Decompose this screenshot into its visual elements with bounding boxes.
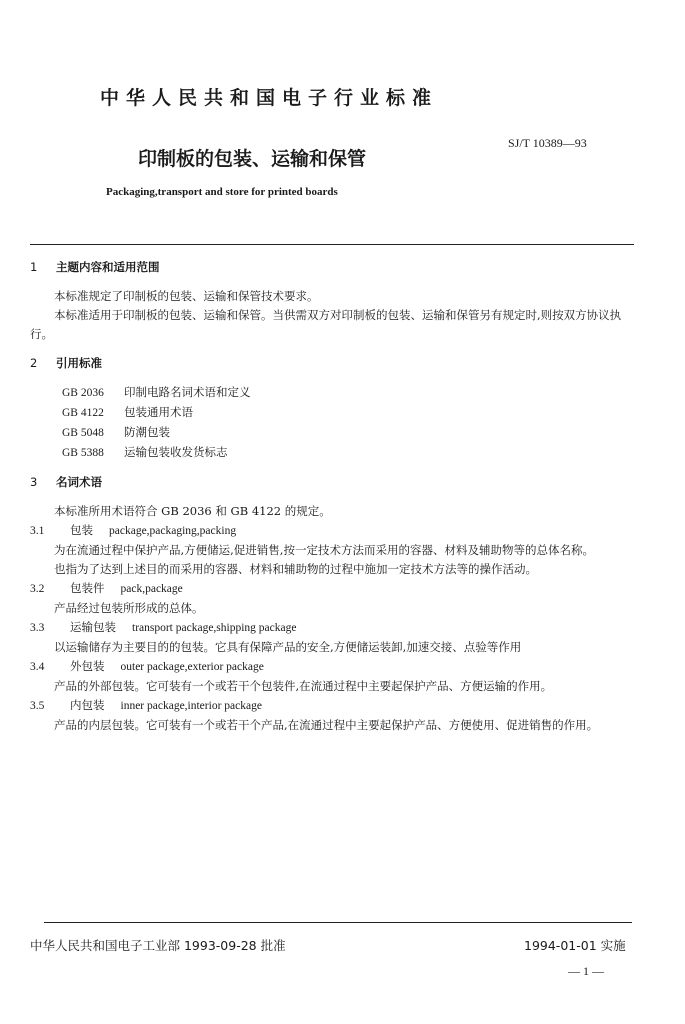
reference-name: 包装通用术语 — [124, 405, 193, 419]
paragraph: 本标准规定了印制板的包装、运输和保管技术要求。 — [54, 289, 319, 303]
reference-item — [30, 403, 642, 423]
term-heading — [30, 657, 642, 677]
issuing-authority: 中华人民共和国电子行业标准 — [100, 87, 439, 109]
term-definition: 为在流通过程中保护产品,方便储运,促进销售,按一定技术方法而采用的容器、材料及辅助物等的总体名称。 — [54, 543, 594, 557]
section-title: 主题内容和适用范围 — [56, 260, 160, 274]
reference-item — [30, 443, 642, 463]
term-english: inner package,interior package — [120, 700, 262, 712]
reference-code: GB 2036 — [62, 387, 104, 399]
term-chinese: 运输包装 — [70, 620, 116, 634]
reference-name: 防潮包装 — [124, 425, 170, 439]
term-heading — [30, 618, 642, 638]
reference-code: GB 4122 — [62, 407, 104, 419]
term-definition: 产品经过包装所形成的总体。 — [54, 601, 204, 615]
section-heading — [30, 354, 642, 373]
term-definition: 也指为了达到上述目的而采用的容器、材料和辅助物的过程中施加一定技术方法等的操作活动。 — [54, 562, 537, 576]
term-number: 3.1 — [30, 525, 45, 537]
reference-code: GB 5388 — [62, 447, 104, 459]
document-title-english: Packaging,transport and store for printed boards — [106, 186, 338, 198]
reference-code: GB 5048 — [62, 427, 104, 439]
term-english: outer package,exterior package — [120, 661, 264, 673]
term-heading — [30, 521, 642, 541]
term-chinese: 包装件 — [70, 581, 105, 595]
term-number: 3.5 — [30, 700, 45, 712]
term-chinese: 内包装 — [70, 698, 105, 712]
term-definition: 产品的外部包装。它可装有一个或若干个包装件,在流通过程中主要起保护产品、方便运输的作用。 — [54, 679, 553, 693]
document-title-chinese: 印制板的包装、运输和保管 — [138, 148, 367, 170]
reference-item — [30, 383, 642, 403]
reference-name: 运输包装收发货标志 — [124, 445, 228, 459]
term-number: 3.4 — [30, 661, 45, 673]
term-heading — [30, 579, 642, 599]
standard-code: SJ/T 10389—93 — [508, 136, 587, 150]
term-definition: 以运输储存为主要目的的包装。它具有保障产品的安全,方便储运装卸,加速交接、点验等作用 — [54, 640, 522, 654]
term-number: 3.3 — [30, 622, 45, 634]
page-number: — 1 — — [568, 964, 604, 978]
implementation-date: 1994-01-01 实施 — [524, 938, 626, 953]
term-chinese: 包装 — [70, 523, 93, 537]
paragraph: 本标准所用术语符合 GB 2036 和 GB 4122 的规定。 — [54, 504, 331, 518]
term-heading — [30, 696, 642, 716]
section-number: 2 — [30, 356, 38, 370]
section-heading — [30, 473, 642, 492]
section-heading — [30, 258, 642, 277]
term-english: transport package,shipping package — [132, 622, 297, 634]
approval-note: 中华人民共和国电子工业部 1993-09-28 批准 — [30, 938, 286, 953]
document-body — [30, 258, 642, 735]
header-divider — [30, 244, 634, 245]
footer-divider — [44, 922, 632, 923]
term-english: package,packaging,packing — [109, 525, 237, 537]
reference-item — [30, 423, 642, 443]
term-chinese: 外包装 — [70, 659, 105, 673]
section-title: 名词术语 — [56, 475, 102, 489]
paragraph: 本标准适用于印制板的包装、运输和保管。当供需双方对印制板的包装、运输和保管另有规定时,则按双方协议执行。 — [30, 308, 622, 341]
section-title: 引用标准 — [56, 356, 102, 370]
reference-name: 印制电路名词术语和定义 — [124, 385, 251, 399]
term-english: pack,package — [120, 583, 183, 595]
term-number: 3.2 — [30, 583, 45, 595]
section-number: 3 — [30, 475, 38, 489]
term-definition: 产品的内层包装。它可装有一个或若干个产品,在流通过程中主要起保护产品、方便使用、促进销售的作用。 — [54, 718, 599, 732]
section-number: 1 — [30, 260, 38, 274]
